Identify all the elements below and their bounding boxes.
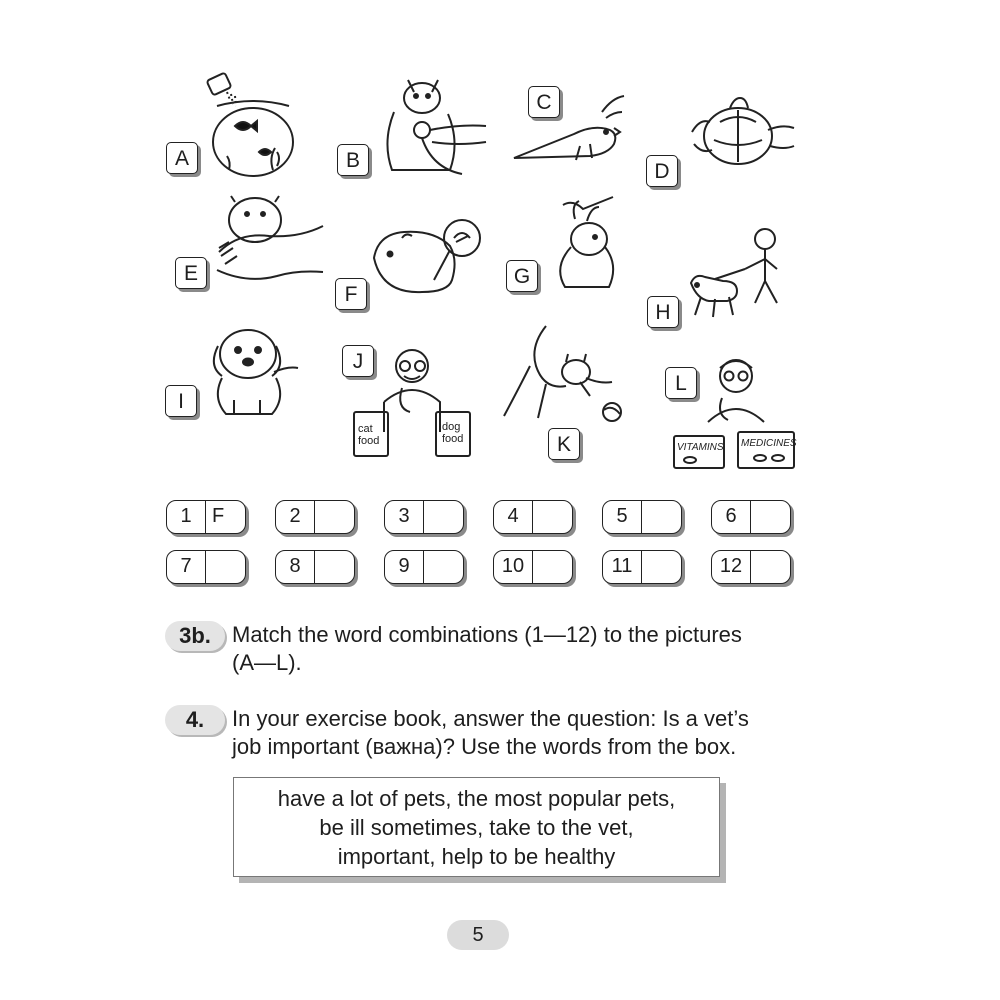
answer-box-5[interactable]: [602, 500, 682, 534]
answer-field[interactable]: [315, 551, 354, 583]
puppy-icon: [200, 322, 300, 417]
answer-number: 2: [276, 501, 315, 533]
word-box-line-2: be ill sometimes, take to the vet,: [319, 815, 634, 840]
answer-field[interactable]: [642, 551, 681, 583]
goldfish-bowl-icon: [195, 70, 305, 180]
label-h: H: [647, 296, 679, 328]
word-box-line-1: have a lot of pets, the most popular pets,: [277, 786, 676, 811]
answer-box-10[interactable]: [493, 550, 573, 584]
answer-field[interactable]: [533, 501, 572, 533]
label-c: C: [528, 86, 560, 118]
answer-box-12[interactable]: [711, 550, 791, 584]
answer-number: 11: [603, 551, 642, 583]
answer-number: 6: [712, 501, 751, 533]
answer-field[interactable]: [751, 501, 790, 533]
boy-walking-dog-icon: [685, 225, 795, 325]
rabbit-brushed-icon: [545, 195, 630, 295]
answer-number: 7: [167, 551, 206, 583]
cat-examined-icon: [372, 70, 487, 180]
answer-number: 8: [276, 551, 315, 583]
page-number: 5: [447, 920, 509, 950]
medicines-label: MEDICINES: [741, 438, 797, 449]
answer-box-11[interactable]: [602, 550, 682, 584]
exercise-3b-instruction: [232, 621, 812, 677]
label-i: I: [165, 385, 197, 417]
answer-number: 10: [494, 551, 533, 583]
answer-number: 5: [603, 501, 642, 533]
answer-number: 1: [167, 501, 206, 533]
answer-field[interactable]: F: [212, 505, 225, 527]
answer-number: 4: [494, 501, 533, 533]
exercise-4-badge: 4.: [165, 705, 225, 735]
label-l: L: [665, 367, 697, 399]
answer-box-3[interactable]: [384, 500, 464, 534]
answer-field[interactable]: [751, 551, 790, 583]
answer-number: 9: [385, 551, 424, 583]
exercise-4-line-1: In your exercise book, answer the question: Is a vet’s: [232, 706, 749, 731]
answer-field[interactable]: [315, 501, 354, 533]
label-d: D: [646, 155, 678, 187]
exercise-3b-badge: 3b.: [165, 621, 225, 651]
label-e: E: [175, 257, 207, 289]
exercise-4-instruction: [232, 705, 812, 761]
answer-box-8[interactable]: [275, 550, 355, 584]
answer-box-2[interactable]: [275, 500, 355, 534]
answer-box-9[interactable]: [384, 550, 464, 584]
label-a: A: [166, 142, 198, 174]
answer-field[interactable]: [642, 501, 681, 533]
exercise-3b-line-1: Match the word combinations (1—12) to the pictures: [232, 622, 742, 647]
label-g: G: [506, 260, 538, 292]
word-box-line-3: important, help to be healthy: [337, 844, 616, 869]
cat-food-label-1: cat: [358, 423, 373, 435]
label-k: K: [548, 428, 580, 460]
cat-playing-ball-icon: [500, 322, 630, 427]
answer-box-6[interactable]: [711, 500, 791, 534]
answer-field[interactable]: [424, 551, 463, 583]
answer-box-4[interactable]: [493, 500, 573, 534]
dog-food-label-2: food: [442, 433, 464, 445]
answer-field[interactable]: [206, 551, 245, 583]
tortoise-icon: [690, 92, 795, 182]
vitamins-label: VITAMINS: [677, 442, 724, 453]
hamster-icon: [215, 192, 325, 287]
label-j: J: [342, 345, 374, 377]
word-box: [233, 777, 720, 877]
answer-field[interactable]: [533, 551, 572, 583]
dog-food-label-1: dog: [442, 421, 461, 433]
answer-box-1[interactable]: [166, 500, 246, 534]
answer-number: 3: [385, 501, 424, 533]
answer-box-7[interactable]: [166, 550, 246, 584]
answer-number: 12: [712, 551, 751, 583]
exercise-4-line-2: job important (важна)? Use the words from the box.: [232, 734, 737, 759]
cat-food-label-2: food: [358, 435, 380, 447]
label-f: F: [335, 278, 367, 310]
answer-field[interactable]: [424, 501, 463, 533]
label-b: B: [337, 144, 369, 176]
exercise-3b-line-2: (A—L).: [232, 650, 302, 675]
guinea-pig-icon: [370, 218, 490, 303]
